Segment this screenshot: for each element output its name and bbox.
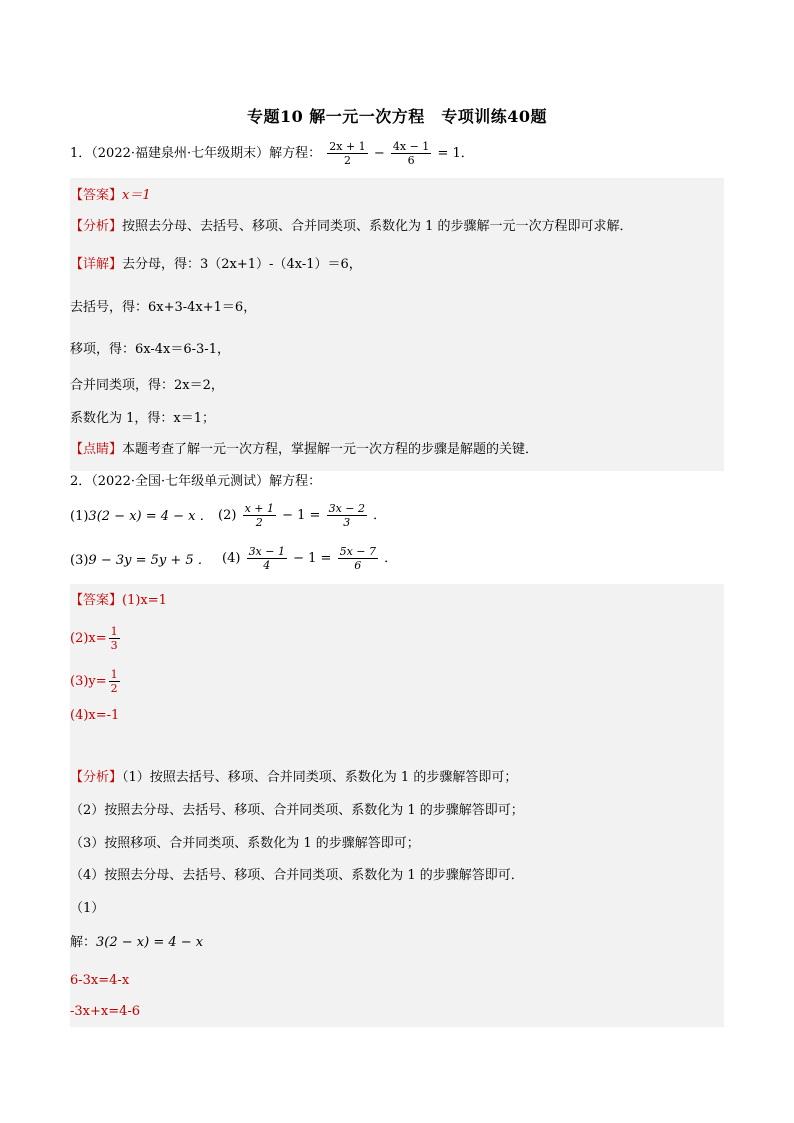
analysis-tag: 【分析】: [70, 770, 123, 785]
q1-frac2-numerator: 4x − 1: [392, 140, 430, 153]
numerator: 3x − 1: [248, 545, 285, 558]
analysis-text: 按照去分母、去括号、移项、合并同类项、系数化为 1 的步骤解一元一次方程即可求解．: [122, 219, 633, 234]
q2-part-2: [218, 502, 386, 529]
page-title: 专题10 解一元一次方程 专项训练40题: [246, 107, 548, 126]
q2-p3-label: (3): [70, 553, 89, 568]
answer-part-4-value: (4)x=-1: [70, 708, 120, 723]
q2-p2-mid: − 1 =: [282, 508, 321, 523]
comment-1-line: [70, 441, 538, 459]
answer-part-3-label: (3)y=: [70, 674, 107, 689]
step-line: 移项，得：6x-4x＝6-3-1，: [70, 342, 230, 357]
step-line: 去括号，得：6x+3-4x+1＝6，: [70, 300, 257, 315]
answer-value: x＝1: [122, 188, 151, 203]
solution-step: 6-3x=4-x: [70, 973, 130, 988]
q2-p1-label: (1): [70, 509, 89, 524]
detail-tag: 【详解】: [70, 257, 123, 272]
analysis-text: （1）按照去括号、移项、合并同类项、系数化为 1 的步骤解答即可；: [122, 770, 518, 785]
q2-part-1: [70, 508, 213, 526]
answer-2-line: [70, 592, 167, 610]
q1-minus: −: [373, 146, 385, 161]
question-2: 2．（2022·全国·七年级单元测试）解方程：: [70, 474, 322, 489]
q2-p3-equation: 9 − 3y = 5y + 5 ．: [88, 553, 211, 568]
denominator: 2: [255, 516, 263, 529]
numerator: 3x − 2: [328, 502, 366, 515]
q2-part-4: [222, 545, 397, 572]
q1-frac1-denominator: 2: [343, 154, 351, 167]
numerator: 5x − 7: [339, 545, 377, 558]
detail-text: 去分母，得：3（2x+1）-（4x-1）＝6，: [122, 257, 362, 272]
answer-part-2: [70, 625, 122, 652]
q1-fraction-2: [391, 140, 431, 167]
answer-tag: 【答案】: [70, 188, 123, 203]
analysis-2-line: [70, 769, 517, 787]
q1-tail: = 1．: [437, 146, 474, 161]
answer-part-4: [70, 707, 119, 725]
answer-1-line: [70, 187, 151, 205]
denominator: 2: [110, 682, 118, 695]
answer-part-1: (1)x=1: [122, 593, 167, 608]
answer-part-3: [70, 668, 122, 695]
denominator: 6: [354, 559, 362, 572]
q1-fraction-1: [327, 140, 367, 167]
step-line: 合并同类项，得：2x＝2，: [70, 378, 224, 393]
analysis-line: （2）按照去分母、去括号、移项、合并同类项、系数化为 1 的步骤解答即可；: [70, 803, 524, 818]
q2-p4-tail: ．: [384, 551, 398, 566]
solution-step: -3x+x=4-6: [70, 1004, 141, 1019]
q2-part-3: [70, 552, 211, 570]
denominator: 3: [343, 516, 351, 529]
denominator: 4: [263, 559, 271, 572]
analysis-line: （3）按照移项、合并同类项、系数化为 1 的步骤解答即可；: [70, 836, 420, 851]
q2-p4-fraction-1: [247, 545, 287, 572]
denominator: 3: [110, 639, 118, 652]
answer-part-2-fraction: [109, 625, 120, 652]
solution-label: 解：: [70, 935, 97, 950]
solution-equation: 3(2 − x) = 4 − x: [96, 935, 204, 950]
numerator: 1: [110, 668, 118, 681]
numerator: x + 1: [244, 502, 274, 515]
analysis-line: （4）按照去分母、去括号、移项、合并同类项、系数化为 1 的步骤解答即可．: [70, 868, 524, 883]
comment-text: 本题考查了解一元一次方程，掌握解一元一次方程的步骤是解题的关键．: [122, 442, 539, 457]
answer-part-3-fraction: [109, 668, 120, 695]
numerator: 1: [110, 625, 118, 638]
question-1: [70, 140, 474, 167]
q1-frac1-numerator: 2x + 1: [329, 140, 366, 153]
q2-p4-label: (4): [222, 551, 241, 566]
q2-p4-mid: − 1 =: [293, 551, 332, 566]
analysis-1-line: [70, 218, 633, 236]
question-1-prefix: 1．（2022·福建泉州·七年级期末）解方程：: [70, 146, 322, 161]
q2-p2-fraction-1: [243, 502, 276, 529]
solution-line: [70, 934, 203, 952]
step-line: 系数化为 1，得：x＝1；: [70, 411, 216, 426]
q2-p2-label: (2): [218, 508, 237, 523]
q1-frac2-denominator: 6: [407, 154, 415, 167]
solution-subheading: （1）: [70, 901, 105, 916]
q2-p2-fraction-2: [327, 502, 367, 529]
q2-p2-tail: ．: [373, 508, 387, 523]
q2-p4-fraction-2: [338, 545, 378, 572]
answer-tag: 【答案】: [70, 593, 123, 608]
q2-p1-equation: 3(2 − x) = 4 − x ．: [88, 509, 213, 524]
comment-tag: 【点睛】: [70, 442, 123, 457]
detail-1-line: [70, 256, 362, 274]
analysis-tag: 【分析】: [70, 219, 123, 234]
answer-part-2-label: (2)x=: [70, 631, 107, 646]
